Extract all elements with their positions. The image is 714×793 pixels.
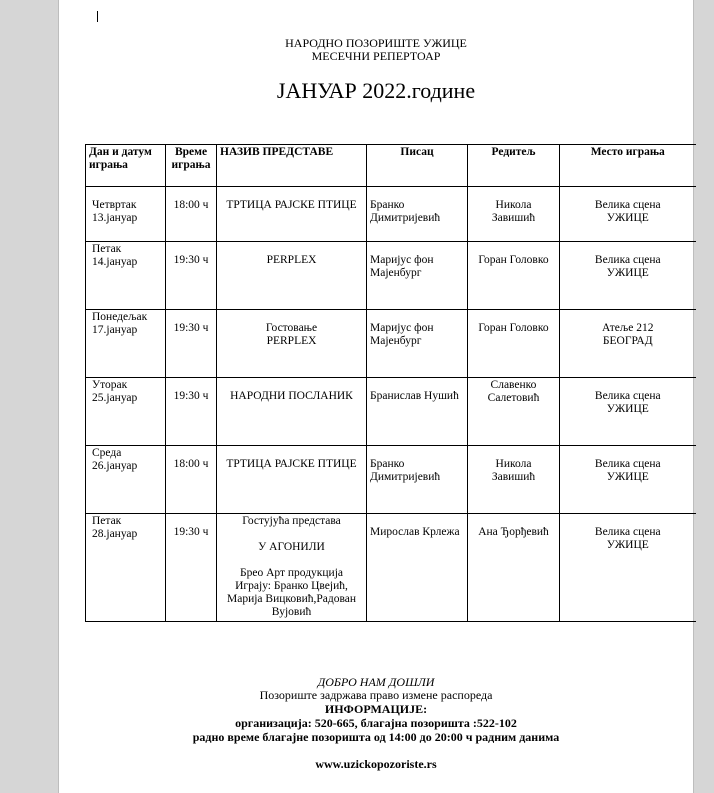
show-title-cell-line: Вујовић (271, 606, 312, 618)
show-title-cell-line: НАРОДНИ ПОСЛАНИК (230, 390, 353, 402)
director-cell-line: Завишић (491, 471, 536, 483)
writer-cell-line: Мирослав Крлежа (370, 526, 460, 538)
show-title-cell-line: Марија Вицковић,Радован (227, 593, 356, 605)
box-office-hours: радно време благајне позоришта од 14:00 до 20:00 ч радним данима (192, 730, 560, 744)
time-cell (166, 446, 217, 514)
director-cell-line: Завишић (491, 212, 536, 224)
time-cell-line: 18:00 ч (173, 199, 209, 211)
repertoire-subtitle: МЕСЕЧНИ РЕПЕРТОАР (311, 49, 441, 63)
show-title-cell-line (220, 554, 363, 567)
repertoire-table (85, 144, 696, 622)
show-title-cell-line: Гостовање (265, 322, 318, 334)
writer-cell-line: Димитријевић (370, 212, 441, 224)
place-cell (560, 446, 696, 514)
director-cell (468, 378, 560, 446)
place-cell-line: УЖИЦЕ (606, 212, 649, 224)
writer-cell-line: Димитријевић (370, 471, 441, 483)
place-cell (560, 187, 696, 242)
website-link[interactable]: www.uzickopozoriste.rs (315, 757, 437, 771)
welcome-text: ДОБРО НАМ ДОШЛИ (317, 675, 435, 689)
time-cell (166, 187, 217, 242)
info-label: ИНФОРМАЦИЈЕ: (324, 702, 428, 716)
director-cell (468, 187, 560, 242)
place-cell (560, 310, 696, 378)
director-cell-line: Славенко (490, 379, 537, 391)
day-date-cell (86, 310, 166, 378)
writer-cell (367, 310, 468, 378)
show-title-cell-line (220, 528, 363, 541)
day-date-cell-line: Петак (92, 515, 122, 527)
theatre-name: НАРОДНО ПОЗОРИШТЕ УЖИЦЕ (285, 36, 467, 50)
show-title-cell-line: ТРТИЦА РАЈСКЕ ПТИЦЕ (226, 199, 357, 211)
day-date-cell (86, 242, 166, 310)
column-header-time: Време играња (166, 145, 217, 187)
day-date-cell-line: 28.јануар (92, 528, 138, 540)
director-cell (468, 514, 560, 622)
writer-cell (367, 514, 468, 622)
day-date-cell-line: Уторак (92, 379, 128, 391)
time-cell-line: 19:30 ч (173, 390, 209, 402)
place-cell-line: Велика сцена (594, 390, 661, 402)
table-row (86, 187, 696, 242)
show-title-cell (217, 514, 367, 622)
column-header-writer: Писац (367, 145, 468, 187)
table-row (86, 378, 696, 446)
day-date-cell (86, 187, 166, 242)
director-cell-line: Никола (495, 199, 532, 211)
time-cell (166, 310, 217, 378)
table-row (86, 446, 696, 514)
writer-cell-line: Бранислав Нушић (370, 390, 459, 402)
show-title-cell-line: Играју: Бранко Цвејић, (235, 580, 348, 592)
table-row (86, 514, 696, 622)
day-date-cell-line: Петак (92, 243, 122, 255)
show-title-cell-line: ТРТИЦА РАЈСКЕ ПТИЦЕ (226, 458, 357, 470)
time-cell-line: 19:30 ч (173, 322, 209, 334)
time-cell (166, 242, 217, 310)
writer-cell (367, 378, 468, 446)
place-cell (560, 514, 696, 622)
show-title-cell-line: PERPLEX (266, 254, 317, 266)
column-header-place: Место играња (560, 145, 696, 187)
day-date-cell (86, 446, 166, 514)
time-cell-line: 19:30 ч (173, 526, 209, 538)
text-cursor (97, 11, 98, 22)
place-cell-line: Велика сцена (594, 526, 661, 538)
day-date-cell-line: 17.јануар (92, 324, 138, 336)
director-cell (468, 310, 560, 378)
director-cell-line: Горан Головко (478, 322, 549, 334)
document-page (58, 0, 694, 793)
time-cell-line: 19:30 ч (173, 254, 209, 266)
director-cell (468, 242, 560, 310)
place-cell-line: УЖИЦЕ (606, 471, 649, 483)
director-cell (468, 446, 560, 514)
place-cell-line: БЕОГРАД (602, 335, 653, 347)
show-title-cell (217, 378, 367, 446)
day-date-cell-line: 14.јануар (92, 256, 138, 268)
place-cell (560, 378, 696, 446)
day-date-cell (86, 378, 166, 446)
writer-cell-line: Бранко (370, 458, 405, 470)
table-row (86, 310, 696, 378)
show-title-cell (217, 187, 367, 242)
writer-cell (367, 242, 468, 310)
show-title-cell-line: PERPLEX (266, 335, 317, 347)
writer-cell-line: Мајенбург (370, 335, 422, 347)
show-title-cell (217, 242, 367, 310)
day-date-cell-line: 13.јануар (92, 212, 138, 224)
phone-numbers: организација: 520-665, благајна позоришта :522-102 (235, 716, 517, 730)
director-cell-line: Горан Головко (478, 254, 549, 266)
writer-cell-line: Бранко (370, 199, 405, 211)
day-date-cell-line: Среда (92, 447, 122, 459)
time-cell (166, 378, 217, 446)
time-cell-line: 18:00 ч (173, 458, 209, 470)
place-cell-line: УЖИЦЕ (606, 267, 649, 279)
writer-cell (367, 187, 468, 242)
show-title-cell (217, 310, 367, 378)
place-cell-line: Велика сцена (594, 254, 661, 266)
director-cell-line: Ана Ђорђевић (478, 526, 549, 538)
day-date-cell-line: Четвртак (92, 199, 137, 211)
writer-cell (367, 446, 468, 514)
writer-cell-line: Маријус фон (370, 254, 434, 266)
day-date-cell-line: 25.јануар (92, 392, 138, 404)
place-cell-line: УЖИЦЕ (606, 539, 649, 551)
day-date-cell-line: Понедељак (92, 311, 148, 323)
place-cell-line: УЖИЦЕ (606, 403, 649, 415)
day-date-cell-line: 26.јануар (92, 460, 138, 472)
table-row (86, 242, 696, 310)
place-cell-line: Атеље 212 (602, 322, 654, 334)
notice-text: Позориште задржава право измене распореда (259, 688, 493, 702)
page-title: ЈАНУАР 2022.године (276, 78, 476, 103)
place-cell (560, 242, 696, 310)
column-header-title: НАЗИВ ПРЕДСТАВЕ (217, 145, 367, 187)
show-title-cell-line: Брео Арт продукција (239, 567, 343, 579)
show-title-cell-line: У АГОНИЛИ (258, 541, 325, 553)
time-cell (166, 514, 217, 622)
director-cell-line: Никола (495, 458, 532, 470)
show-title-cell (217, 446, 367, 514)
place-cell-line: Велика сцена (594, 458, 661, 470)
show-title-cell-line: Гостујућа представа (242, 515, 341, 527)
director-cell-line: Салетовић (487, 392, 540, 404)
day-date-cell (86, 514, 166, 622)
column-header-day: Дан и датум играња (86, 145, 166, 187)
writer-cell-line: Маријус фон (370, 322, 434, 334)
column-header-director: Редитељ (468, 145, 560, 187)
writer-cell-line: Мајенбург (370, 267, 422, 279)
place-cell-line: Велика сцена (594, 199, 661, 211)
table-header-row (86, 145, 696, 187)
